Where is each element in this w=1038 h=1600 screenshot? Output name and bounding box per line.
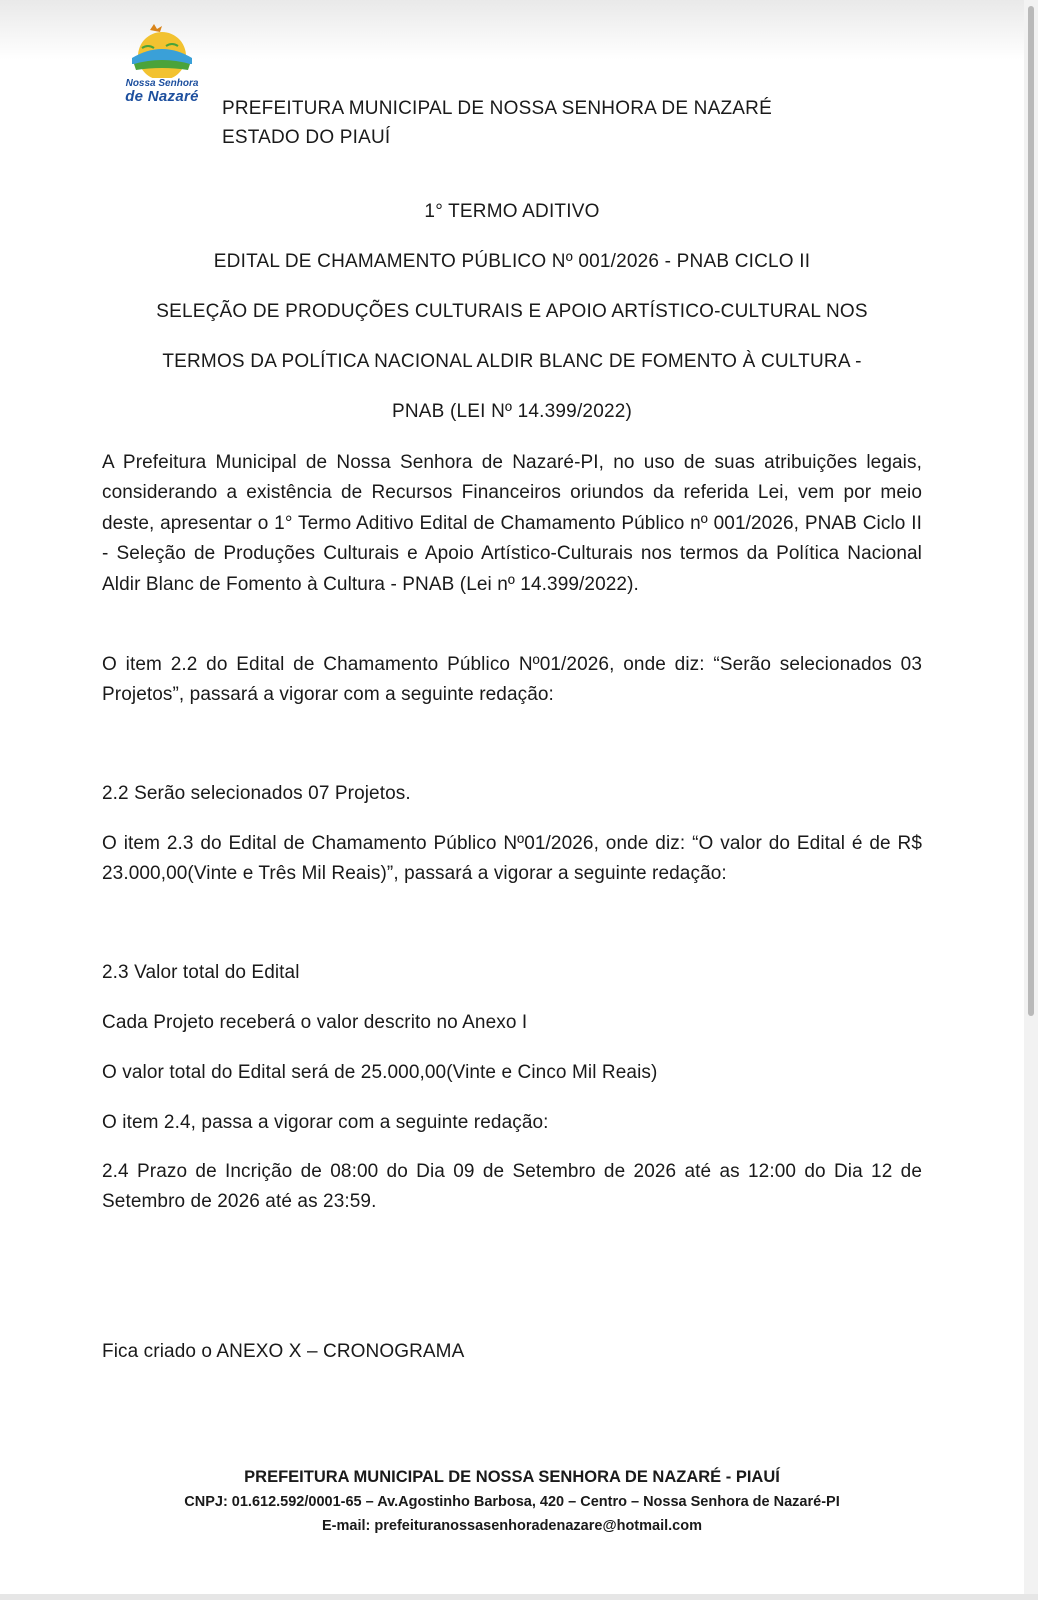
title-selection: SELEÇÃO DE PRODUÇÕES CULTURAIS E APOIO ARTÍSTICO-CULTURAL NOS (156, 301, 868, 322)
item-2-4-new-text: 2.4 Prazo de Incrição de 08:00 do Dia 09 de Setembro de 2026 até as 12:00 do Dia 12 de Setembro de 2026 até as 23:59. (102, 1161, 922, 1213)
vertical-scrollbar[interactable] (1024, 0, 1038, 1600)
item-2-3-line-2: O valor total do Edital será de 25.000,00(Vinte e Cinco Mil Reais) (102, 1062, 658, 1083)
item-2-3-line-1: Cada Projeto receberá o valor descrito no Anexo I (102, 1012, 528, 1033)
logo-text-bottom: de Nazaré (125, 88, 199, 105)
footer-email: E-mail: prefeituranossasenhoradenazare@hotmail.com (322, 1518, 702, 1534)
item-2-4-intro: O item 2.4, passa a vigorar com a seguinte redação: (102, 1112, 549, 1133)
scrollbar-thumb[interactable] (1028, 6, 1034, 1016)
title-law: PNAB (LEI Nº 14.399/2022) (391, 401, 633, 422)
item-2-3-title: 2.3 Valor total do Edital (102, 962, 300, 983)
logo-emblem-icon (112, 18, 212, 78)
municipal-logo (112, 18, 212, 110)
title-policy: TERMOS DA POLÍTICA NACIONAL ALDIR BLANC DE FOMENTO À CULTURA - (162, 351, 862, 372)
item-2-2-intro: O item 2.2 do Edital de Chamamento Público Nº01/2026, onde diz: “Serão selecionados 03 Projetos”, passará a vigorar com a seguinte redação: (102, 654, 922, 706)
footer-municipality: PREFEITURA MUNICIPAL DE NOSSA SENHORA DE NAZARÉ - PIAUÍ (244, 1468, 780, 1486)
item-2-3-intro: O item 2.3 do Edital de Chamamento Público Nº01/2026, onde diz: “O valor do Edital é de R$ 23.000,00(Vinte e Três Mil Reais)”, passará a vigorar a seguinte redação: (102, 833, 922, 885)
document-header (222, 94, 772, 152)
intro-paragraph: A Prefeitura Municipal de Nossa Senhora de Nazaré-PI, no uso de suas atribuições legais, considerando a existência de Recursos Financeiros oriundos da referida Lei, vem por meio deste, apresentar o 1° Termo Aditivo Edital de Chamamento Público nº 001/2026, PNAB Ciclo II - Seleção de Produções Culturais e Apoio Artístico-Culturais nos termos da Política Nacional Aldir Blanc de Fomento à Cultura - PNAB (Lei nº 14.399/2022). (102, 452, 922, 595)
header-municipality: PREFEITURA MUNICIPAL DE NOSSA SENHORA DE NAZARÉ (222, 98, 772, 119)
bottom-edge (0, 1594, 1038, 1600)
annex-statement: Fica criado o ANEXO X – CRONOGRAMA (102, 1341, 465, 1362)
title-amendment: 1° TERMO ADITIVO (424, 201, 600, 222)
header-state: ESTADO DO PIAUÍ (222, 127, 391, 148)
logo-text-top: Nossa Senhora (125, 78, 199, 89)
item-2-2-new-text: 2.2 Serão selecionados 07 Projetos. (102, 783, 411, 804)
footer-address: CNPJ: 01.612.592/0001-65 – Av.Agostinho Barbosa, 420 – Centro – Nossa Senhora de Nazaré-PI (184, 1494, 840, 1510)
title-edital: EDITAL DE CHAMAMENTO PÚBLICO Nº 001/2026 - PNAB CICLO II (213, 251, 811, 272)
